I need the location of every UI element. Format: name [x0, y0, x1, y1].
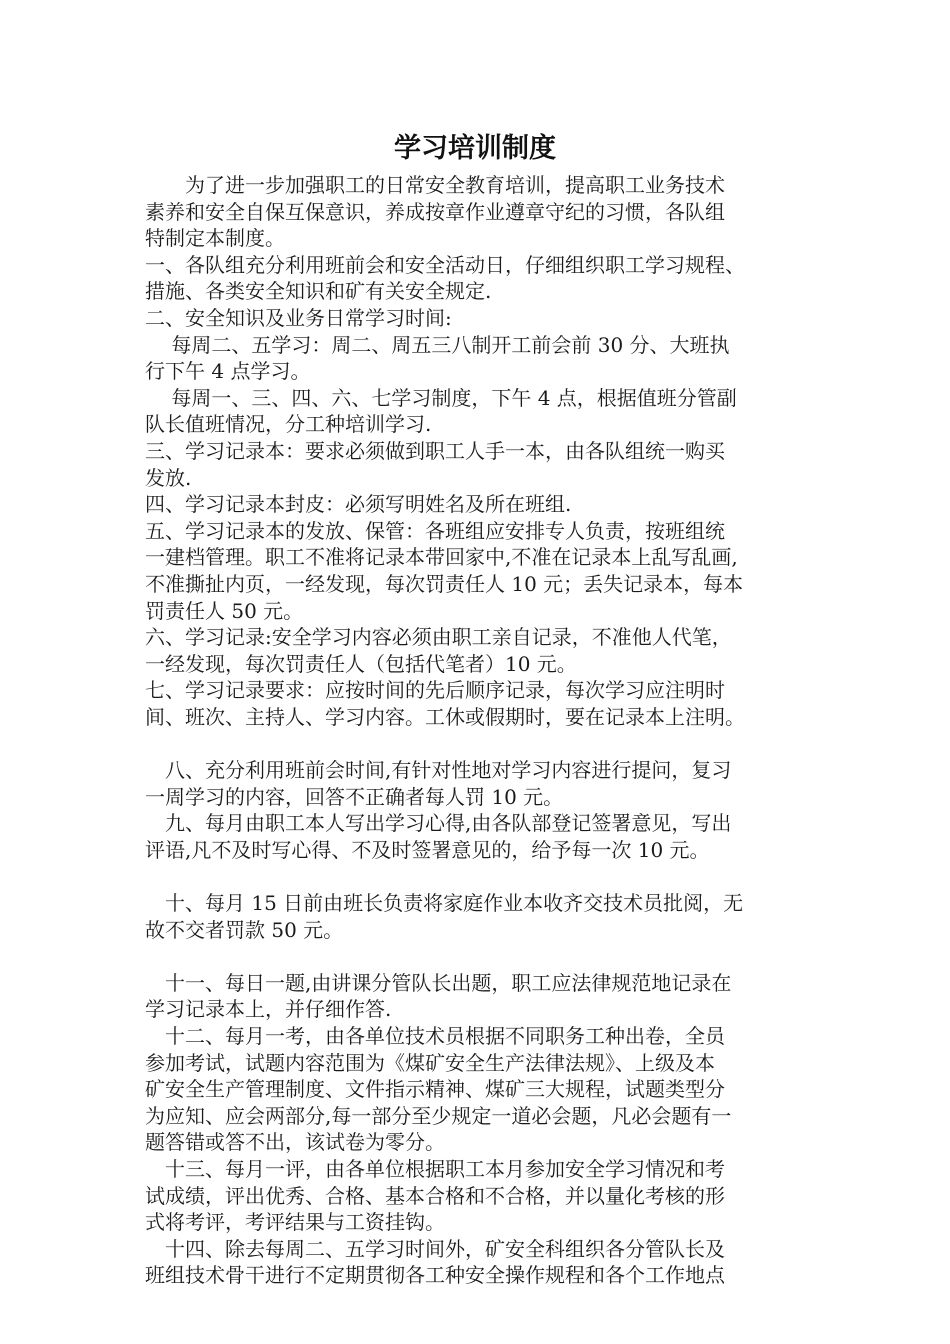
- paragraph-line: 矿安全生产管理制度、文件指示精神、煤矿三大规程，试题类型分: [145, 1077, 725, 1102]
- paragraph-line: 学习记录本上，并仔细作答.: [145, 997, 392, 1022]
- paragraph-line: 五、学习记录本的发放、保管：各班组应安排专人负责，按班组统: [145, 518, 725, 543]
- paragraph-line: 六、学习记录:安全学习内容必须由职工亲自记录，不准他人代笔，: [145, 625, 732, 650]
- paragraph: [145, 890, 815, 943]
- paragraph-spacer: [145, 730, 815, 757]
- paragraph: [145, 305, 815, 332]
- paragraph-line: 一、各队组充分利用班前会和安全活动日，仔细组织职工学习规程、: [145, 252, 745, 277]
- paragraph-line: 素养和安全自保互保意识，养成按章作业遵章守纪的习惯，各队组: [145, 199, 725, 224]
- paragraph: [145, 385, 815, 438]
- paragraph-line: 措施、各类安全知识和矿有关安全规定.: [145, 279, 492, 304]
- paragraph-line: 四、学习记录本封皮：必须写明姓名及所在班组.: [145, 492, 572, 517]
- paragraph-line: 为应知、应会两部分,每一部分至少规定一道必会题，凡必会题有一: [145, 1103, 732, 1128]
- paragraph: [145, 757, 815, 810]
- paragraph: [145, 810, 815, 863]
- paragraph-line: 八、充分利用班前会时间,有针对性地对学习内容进行提问，复习: [145, 758, 732, 783]
- paragraph-line: 评语,凡不及时写心得、不及时签署意见的，给予每一次 10 元。: [145, 837, 710, 862]
- paragraph-line: 队长值班情况，分工种培训学习.: [145, 412, 432, 437]
- paragraph: [145, 518, 815, 624]
- paragraph: [145, 970, 815, 1023]
- paragraph: [145, 1236, 815, 1289]
- paragraph-line: 每周一、三、四、六、七学习制度，下午 4 点，根据值班分管副: [145, 385, 737, 410]
- paragraph: [145, 332, 815, 385]
- paragraph-spacer: [145, 863, 815, 890]
- paragraph-line: 不准撕扯内页，一经发现，每次罚责任人 10 元；丢失记录本，每本: [145, 571, 744, 596]
- paragraph-line: 罚责任人 50 元。: [145, 598, 304, 623]
- paragraph: [145, 172, 815, 252]
- paragraph-line: 十一、每日一题,由讲课分管队长出题，职工应法律规范地记录在: [145, 970, 732, 995]
- paragraph-line: 二、安全知识及业务日常学习时间:: [145, 305, 452, 330]
- paragraph: [145, 252, 815, 305]
- paragraph-line: 特制定本制度。: [145, 226, 285, 251]
- paragraph-line: 故不交者罚款 50 元。: [145, 917, 344, 942]
- paragraph-line: 十二、每月一考，由各单位技术员根据不同职务工种出卷，全员: [145, 1024, 725, 1048]
- paragraph-line: 一建档管理。职工不准将记录本带回家中,不准在记录本上乱写乱画,: [145, 545, 738, 570]
- paragraph-line: 七、学习记录要求：应按时间的先后顺序记录，每次学习应注明时: [145, 678, 725, 703]
- document-title: 学习培训制度: [394, 133, 556, 164]
- document-body: [145, 172, 815, 1289]
- paragraph: [145, 491, 815, 518]
- paragraph-line: 三、学习记录本：要求必须做到职工人手一本，由各队组统一购买: [145, 438, 725, 463]
- paragraph-line: 十四、除去每周二、五学习时间外，矿安全科组织各分管队长及: [145, 1236, 725, 1261]
- paragraph-line: 九、每月由职工本人写出学习心得,由各队部登记签署意见，写出: [145, 811, 732, 836]
- paragraph: [145, 1023, 815, 1156]
- paragraph-line: 一经发现，每次罚责任人（包括代笔者）10 元。: [145, 651, 577, 676]
- paragraph-line: 题答错或答不出，该试卷为零分。: [145, 1130, 445, 1155]
- paragraph-line: 十三、每月一评，由各单位根据职工本月参加安全学习情况和考: [145, 1156, 725, 1181]
- paragraph-line: 十、每月 15 日前由班长负责将家庭作业本收齐交技术员批阅，无: [145, 891, 744, 916]
- paragraph-line: 班组技术骨干进行不定期贯彻各工种安全操作规程和各个工作地点: [145, 1263, 725, 1288]
- paragraph-line: 发放.: [145, 465, 192, 490]
- paragraph-line: 试成绩，评出优秀、合格、基本合格和不合格，并以量化考核的形: [145, 1183, 725, 1208]
- paragraph-line: 行下午 4 点学习。: [145, 359, 311, 384]
- paragraph-line: 一周学习的内容，回答不正确者每人罚 10 元。: [145, 784, 564, 809]
- paragraph-line: 式将考评，考评结果与工资挂钩。: [145, 1210, 445, 1235]
- paragraph-line: 为了进一步加强职工的日常安全教育培训，提高职工业务技术: [145, 173, 725, 197]
- paragraph: [145, 438, 815, 491]
- paragraph-spacer: [145, 943, 815, 970]
- paragraph-line: 每周二、五学习：周二、周五三八制开工前会前 30 分、大班执: [145, 332, 730, 357]
- paragraph: [145, 1156, 815, 1236]
- paragraph-line: 间、班次、主持人、学习内容。工休或假期时，要在记录本上注明。: [145, 704, 745, 729]
- paragraph: [145, 677, 815, 730]
- paragraph: [145, 624, 815, 677]
- paragraph-line: 参加考试，试题内容范围为《煤矿安全生产法律法规》、上级及本: [145, 1050, 715, 1075]
